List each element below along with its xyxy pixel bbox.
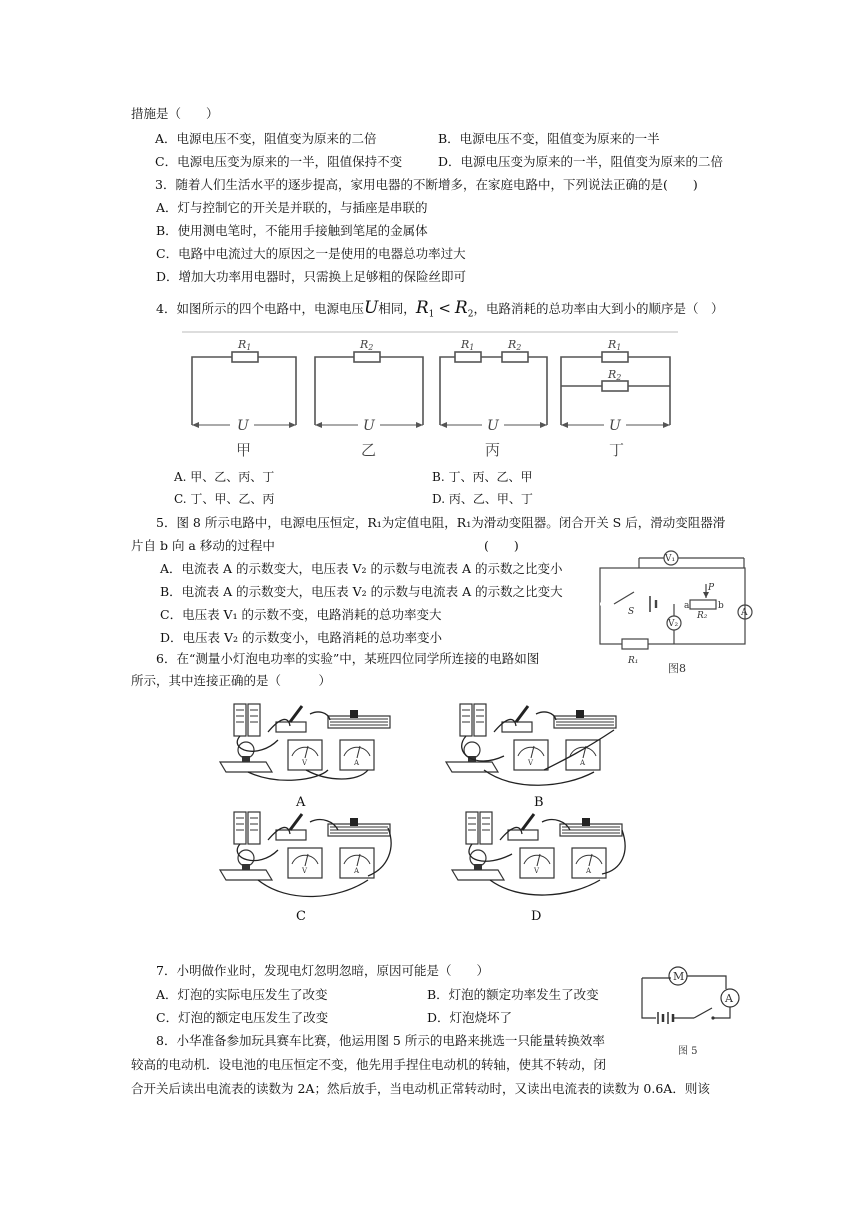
fig8-b-end: b	[718, 601, 724, 611]
q2-option-d: D．电源电压变为原来的一半，阻值变为原来的二倍	[438, 154, 724, 169]
svg-text:U: U	[487, 418, 499, 434]
q4-option-c: C. 丁、甲、乙、丙	[174, 492, 275, 506]
q4-stem-b: 相同，	[378, 301, 416, 316]
q7-stem: 7．小明做作业时，发现电灯忽明忽暗，原因可能是（ ）	[156, 963, 489, 978]
svg-text:R1: R1	[608, 338, 622, 352]
q7-option-a: A．灯泡的实际电压发生了改变	[156, 987, 328, 1002]
fig5-caption: 图 5	[678, 1046, 698, 1057]
q4-label-ding: 丁	[609, 441, 625, 459]
q6-label-c: C	[296, 909, 306, 924]
q6-option-c-figure	[218, 808, 398, 908]
q5-option-b: B．电流表 A 的示数变大，电压表 V₂ 的示数与电流表 A 的示数之比变大	[160, 584, 563, 599]
q4-stem-a: 4．如图所示的四个电路中，电源电压	[156, 301, 364, 316]
q4-option-a: A. 甲、乙、丙、丁	[174, 470, 275, 484]
q4-lt: <	[438, 299, 451, 317]
svg-text:U: U	[609, 418, 621, 434]
q6-stem-line1: 6．在“测量小灯泡电功率的实验”中，某班四位同学所连接的电路如图	[156, 651, 540, 666]
svg-text:R2: R2	[608, 368, 622, 382]
svg-text:U: U	[237, 418, 249, 434]
q8-line1: 8．小华准备参加玩具赛车比赛，他运用图 5 所示的电路来挑选一只能量转换效率	[156, 1033, 605, 1048]
svg-text:R2: R2	[508, 338, 522, 352]
fig8-v2-label: V₂	[668, 619, 679, 629]
q3-option-a: A．灯与控制它的开关是并联的，与插座是串联的	[156, 200, 428, 215]
q5-option-c: C．电压表 V₁ 的示数不变，电路消耗的总功率变大	[160, 607, 442, 622]
q4-symbol-u: U	[363, 298, 379, 318]
q4-stem	[156, 300, 723, 323]
q6-label-b: B	[534, 795, 544, 810]
fig8-r2-label: R₂	[697, 611, 708, 621]
fig8-r1-label: R₁	[628, 656, 639, 666]
q5-option-a: A．电流表 A 的示数变大，电压表 V₂ 的示数与电流表 A 的示数之比变小	[160, 561, 563, 576]
q6-option-d-figure	[450, 808, 630, 908]
fig8-v1-label: V₁	[665, 554, 676, 564]
q3-option-c: C．电路中电流过大的原因之一是使用的电器总功率过大	[156, 246, 466, 261]
svg-text:R2: R2	[360, 338, 374, 352]
fig8-p-label: P	[708, 583, 715, 593]
q2-option-b: B．电源电压不变，阻值变为原来的一半	[438, 131, 660, 146]
q8-line2: 较高的电动机．设电池的电压恒定不变，他先用手捏住电动机的转轴，使其不转动，闭	[131, 1057, 607, 1072]
q4-sub-2: 2	[467, 309, 474, 320]
fig5-m-label: M	[673, 970, 685, 983]
fig8-a-label: A	[741, 608, 748, 618]
fig8-caption: 图8	[668, 662, 686, 675]
fig5-a-label: A	[725, 992, 733, 1005]
q4-label-bing: 丙	[485, 441, 501, 459]
q6-option-b-figure	[444, 700, 624, 790]
fig8-circuit	[594, 548, 762, 682]
q4-circuits-figure	[182, 330, 680, 462]
q4-sub-1: 1	[428, 309, 435, 320]
q4-label-yi: 乙	[361, 441, 377, 459]
q4-stem-c: ，电路消耗的总功率由大到小的顺序是（ ）	[473, 301, 724, 316]
q4-symbol-r2: R	[454, 298, 468, 318]
q4-symbol-r1: R	[415, 298, 429, 318]
fig8-a-end: a	[684, 601, 690, 611]
q2-stem-tail: 措施是（ ）	[131, 106, 219, 121]
q6-label-d: D	[531, 909, 542, 924]
q3-stem: 3．随着人们生活水平的逐步提高，家用电器的不断增多，在家庭电路中，下列说法正确的是( )	[155, 177, 698, 192]
q7-option-b: B．灯泡的额定功率发生了改变	[427, 987, 599, 1002]
q4-option-d: D. 丙、乙、甲、丁	[432, 492, 533, 506]
q5-answer-paren: ( )	[484, 538, 519, 553]
q5-stem-line1: 5．图 8 所示电路中，电源电压恒定，R₁为定值电阻，R₁为滑动变阻器。闭合开关 S 后，滑动变阻器滑	[156, 515, 726, 530]
q3-option-b: B．使用测电笔时，不能用手接触到笔尾的金属体	[156, 223, 428, 238]
q4-label-jia: 甲	[236, 441, 252, 459]
q6-option-a-figure	[218, 700, 398, 790]
q2-option-a: A．电源电压不变，阻值变为原来的二倍	[155, 131, 377, 146]
q7-option-c: C．灯泡的额定电压发生了改变	[156, 1010, 329, 1025]
fig5-circuit	[636, 956, 748, 1060]
svg-text:R1: R1	[238, 338, 252, 352]
q5-stem-line2: 片自 b 向 a 移动的过程中	[131, 538, 275, 553]
q2-option-c: C．电源电压变为原来的一半，阻值保持不变	[155, 154, 403, 169]
q4-option-b: B. 丁、丙、乙、甲	[432, 470, 533, 484]
svg-text:R1: R1	[461, 338, 475, 352]
q5-option-d: D．电压表 V₂ 的示数变小，电路消耗的总功率变小	[160, 630, 443, 645]
q7-option-d: D．灯泡烧坏了	[427, 1010, 513, 1025]
fig8-s-label: S	[628, 607, 635, 617]
q8-line3: 合开关后读出电流表的读数为 2A；然后放手，当电动机正常转动时，又读出电流表的读数为 0.6A．则该	[131, 1081, 710, 1096]
q6-label-a: A	[296, 795, 306, 810]
q6-stem-line2: 所示，其中连接正确的是（ ）	[131, 673, 332, 688]
svg-text:U: U	[363, 418, 375, 434]
q3-option-d: D．增加大功率用电器时，只需换上足够粗的保险丝即可	[156, 269, 467, 284]
